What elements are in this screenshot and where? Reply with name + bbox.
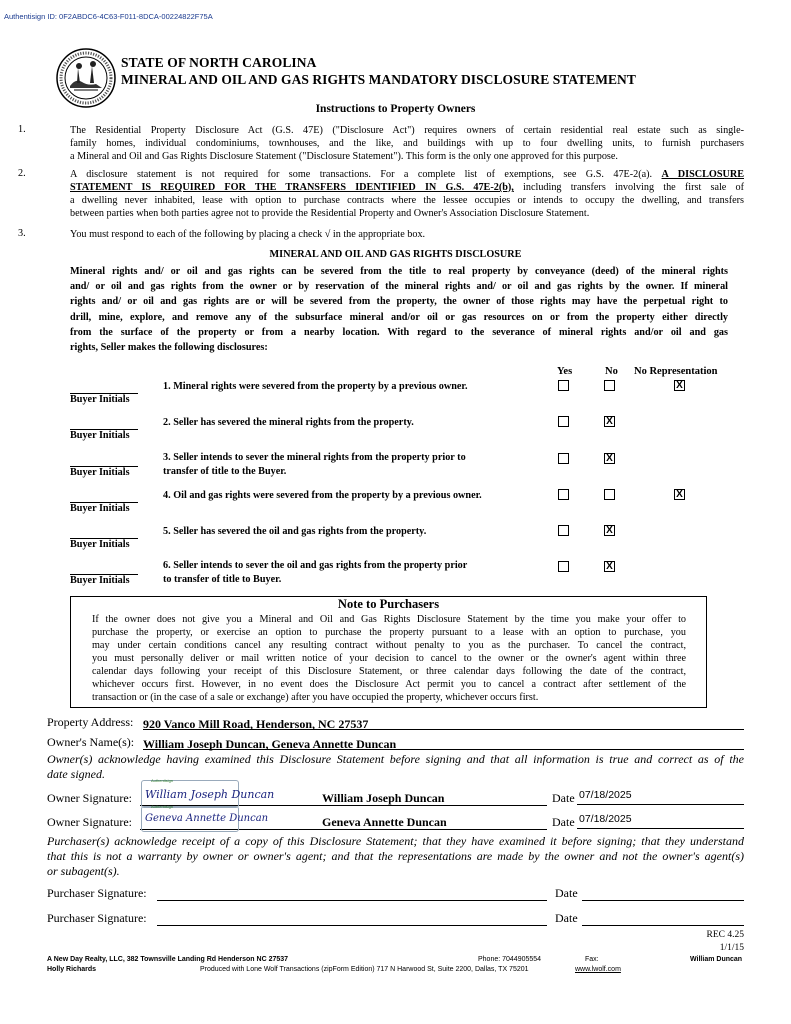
instruction-number: 1. [18, 124, 26, 135]
form-revision: REC 4.25 [706, 930, 744, 940]
buyer-initials-label: Buyer Initials [70, 430, 130, 441]
property-address-label: Property Address: [47, 715, 134, 729]
checkbox-yes[interactable] [558, 416, 569, 427]
date-label: Date [552, 815, 575, 829]
purchaser-signature-field[interactable] [157, 886, 547, 901]
column-no-header: No [605, 366, 618, 377]
buyer-initials-label: Buyer Initials [70, 467, 130, 478]
checkbox-yes[interactable] [558, 380, 569, 391]
owner-signature-date: 07/18/2025 [579, 789, 632, 801]
purchaser-signature-date-field[interactable] [582, 911, 744, 926]
form-date: 1/1/15 [719, 943, 744, 953]
checkbox-no[interactable] [604, 380, 615, 391]
checkbox-no-representation[interactable]: X [674, 489, 685, 500]
buyer-initials-label: Buyer Initials [70, 539, 130, 550]
checkbox-yes[interactable] [558, 525, 569, 536]
disclosure-question: 6. Seller intends to sever the oil and gas rights from the property prior to transfer of title to Buyer. [163, 560, 468, 585]
owner-signature-script: William Joseph Duncan [145, 788, 275, 801]
checkbox-yes[interactable] [558, 453, 569, 464]
owners-name-value: William Joseph Duncan, Geneva Annette Duncan [143, 737, 397, 751]
footer-agency: A New Day Realty, LLC, 382 Townsville Landing Rd Henderson NC 27537 [47, 956, 289, 963]
checkbox-no-representation[interactable]: X [674, 380, 685, 391]
signature-stamp-label: Authentisign [151, 778, 174, 783]
column-no-representation-header: No Representation [634, 366, 718, 377]
instruction-1: The Residential Property Disclosure Act (G.S. 47E) ("Disclosure Act") requires owners of certain residential real estate such as single- family homes, individual condominiums, townhouses, and the like, and buildings with up to four dwelling units, to furnish purchasers a Mineral and Oil and Gas Rights Disclosure Statement ("Disclosure Statement"). This form is the only one approved for this purpose. [70, 125, 744, 162]
buyer-initials-label: Buyer Initials [70, 575, 130, 586]
property-address-field[interactable] [143, 715, 744, 730]
owner-printed-name: William Joseph Duncan [322, 791, 445, 805]
date-label: Date [555, 886, 578, 900]
checkbox-no[interactable]: X [604, 561, 615, 572]
disclosure-section-title: MINERAL AND OIL AND GAS RIGHTS DISCLOSURE [269, 249, 522, 260]
checkbox-yes[interactable] [558, 489, 569, 500]
instructions-title: Instructions to Property Owners [315, 103, 476, 115]
purchaser-signature-label: Purchaser Signature: [47, 886, 147, 900]
disclosure-intro: Mineral rights and/ or oil and gas rights can be severed from the title to real property by conveyance (deed) of the mineral rights and/ or oil and gas rights from the owner or by reservation of the mineral rights and/ or oil and gas rights by the owner. If mineral rights and/ or oil and gas rights are or will be severed from the property, the owner of those rights may have the perpetual right to drill, mine, explore, and remove any of the subsurface mineral and/or oil or gas resources on or from the property either directly from the surface of the property or from a nearby location. With regard to the severance of mineral rights and/or oil and gas rights, Seller makes the following disclosures: [70, 266, 728, 354]
owner-signature-label: Owner Signature: [47, 791, 132, 805]
footer-produced: Produced with Lone Wolf Transactions (zipForm Edition) 717 N Harwood St, Suite 2200, Dallas, TX 75201 [200, 966, 529, 973]
instruction-2: A disclosure statement is not required for some transactions. For a complete list of exemptions, see G.S. 47E-2(a). A DISCLOSURE STATEMENT IS REQUIRED FOR THE TRANSFERS IDENTIFIED IN G.S. 47E-2(b), including transfers involving the first sale of a dwelling never inhabited, lease with option to purchase contracts where the lessee occupies or intends to occupy the dwelling, and transfers between parties when both parties agree not to provide the Residential Property and Owner's Association Disclosure Statement. [70, 169, 745, 219]
purchaser-signature-label: Purchaser Signature: [47, 911, 147, 925]
date-label: Date [555, 911, 578, 925]
purchaser-acknowledgement: Purchaser(s) acknowledge receipt of a copy of this Disclosure Statement; that they have examined it before signing; that they understand that this is not a warranty by owner or owner's agent; and that the representations are made by the owner and not the owner's agent(s) or subagent(s). [47, 834, 744, 878]
note-text: If the owner does not give you a Mineral and Oil and Gas Rights Disclosure Statement by the time you make your offer to purchase the property, or exercise an option to purchase the property pursuant to a lease with an option to purchase, you may under certain conditions cancel any resulting contract without penalty to you as the purchaser. To cancel the contract, you must personally deliver or mail written notice of your decision to cancel to the owner or the owner's agent within three calendar days following your receipt of this Disclosure Statement, or three calendar days following the date of the contract, whichever occurs first. However, in no event does the Disclosure Act permit you to cancel a contract after settlement of the transaction or (in the case of a sale or exchange) after you have occupied the property, whichever occurs first. [92, 614, 686, 703]
footer-agent: Holly Richards [47, 966, 97, 973]
owner-acknowledgement: Owner(s) acknowledge having examined this Disclosure Statement before signing and that all information is true and correct as of the date signed. [47, 752, 744, 781]
instruction-number: 3. [18, 228, 26, 239]
checkbox-no[interactable]: X [604, 453, 615, 464]
checkbox-no[interactable]: X [604, 525, 615, 536]
disclosure-question: 1. Mineral rights were severed from the property by a previous owner. [163, 381, 468, 392]
purchaser-signature-field[interactable] [157, 911, 547, 926]
owners-name-field[interactable] [143, 735, 744, 750]
footer-client: William Duncan [690, 956, 743, 963]
owner-signature-date: 07/18/2025 [579, 813, 632, 825]
property-address-value: 920 Vanco Mill Road, Henderson, NC 27537 [143, 717, 369, 731]
owner-printed-name: Geneva Annette Duncan [322, 815, 447, 829]
disclosure-question: 4. Oil and gas rights were severed from the property by a previous owner. [163, 490, 482, 501]
instruction-3: You must respond to each of the following by placing a check √ in the appropriate box. [70, 229, 426, 240]
disclosure-question: 3. Seller intends to sever the mineral rights from the property prior to transfer of title to the Buyer. [163, 452, 466, 477]
footer-phone: Phone: 7044905554 [478, 956, 542, 963]
note-title: Note to Purchasers [337, 597, 440, 611]
checkbox-yes[interactable] [558, 561, 569, 572]
owners-name-label: Owner's Name(s): [47, 735, 135, 749]
disclosure-question: 5. Seller has severed the oil and gas rights from the property. [163, 526, 427, 537]
footer-fax: Fax: [585, 956, 599, 963]
owner-signature-label: Owner Signature: [47, 815, 132, 829]
authentisign-id: Authentisign ID: 0F2ABDC6-4C63-F011-8DCA-00224822F75A [4, 12, 213, 21]
instruction-number: 2. [18, 168, 26, 179]
disclosure-question: 2. Seller has severed the mineral rights from the property. [163, 417, 414, 428]
column-yes-header: Yes [557, 366, 573, 377]
footer-website-link[interactable]: www.lwolf.com [575, 966, 621, 973]
buyer-initials-label: Buyer Initials [70, 503, 130, 514]
checkbox-no[interactable] [604, 489, 615, 500]
form-title: MINERAL AND OIL AND GAS RIGHTS MANDATORY DISCLOSURE STATEMENT [121, 72, 636, 87]
purchaser-signature-date-field[interactable] [582, 886, 744, 901]
owner-signature-script: Geneva Annette Duncan [145, 813, 269, 824]
checkbox-no[interactable]: X [604, 416, 615, 427]
state-seal-icon [56, 48, 116, 108]
signature-stamp-label: Authentisign [151, 804, 174, 809]
state-heading: STATE OF NORTH CAROLINA [121, 55, 317, 70]
buyer-initials-label: Buyer Initials [70, 394, 130, 405]
date-label: Date [552, 791, 575, 805]
